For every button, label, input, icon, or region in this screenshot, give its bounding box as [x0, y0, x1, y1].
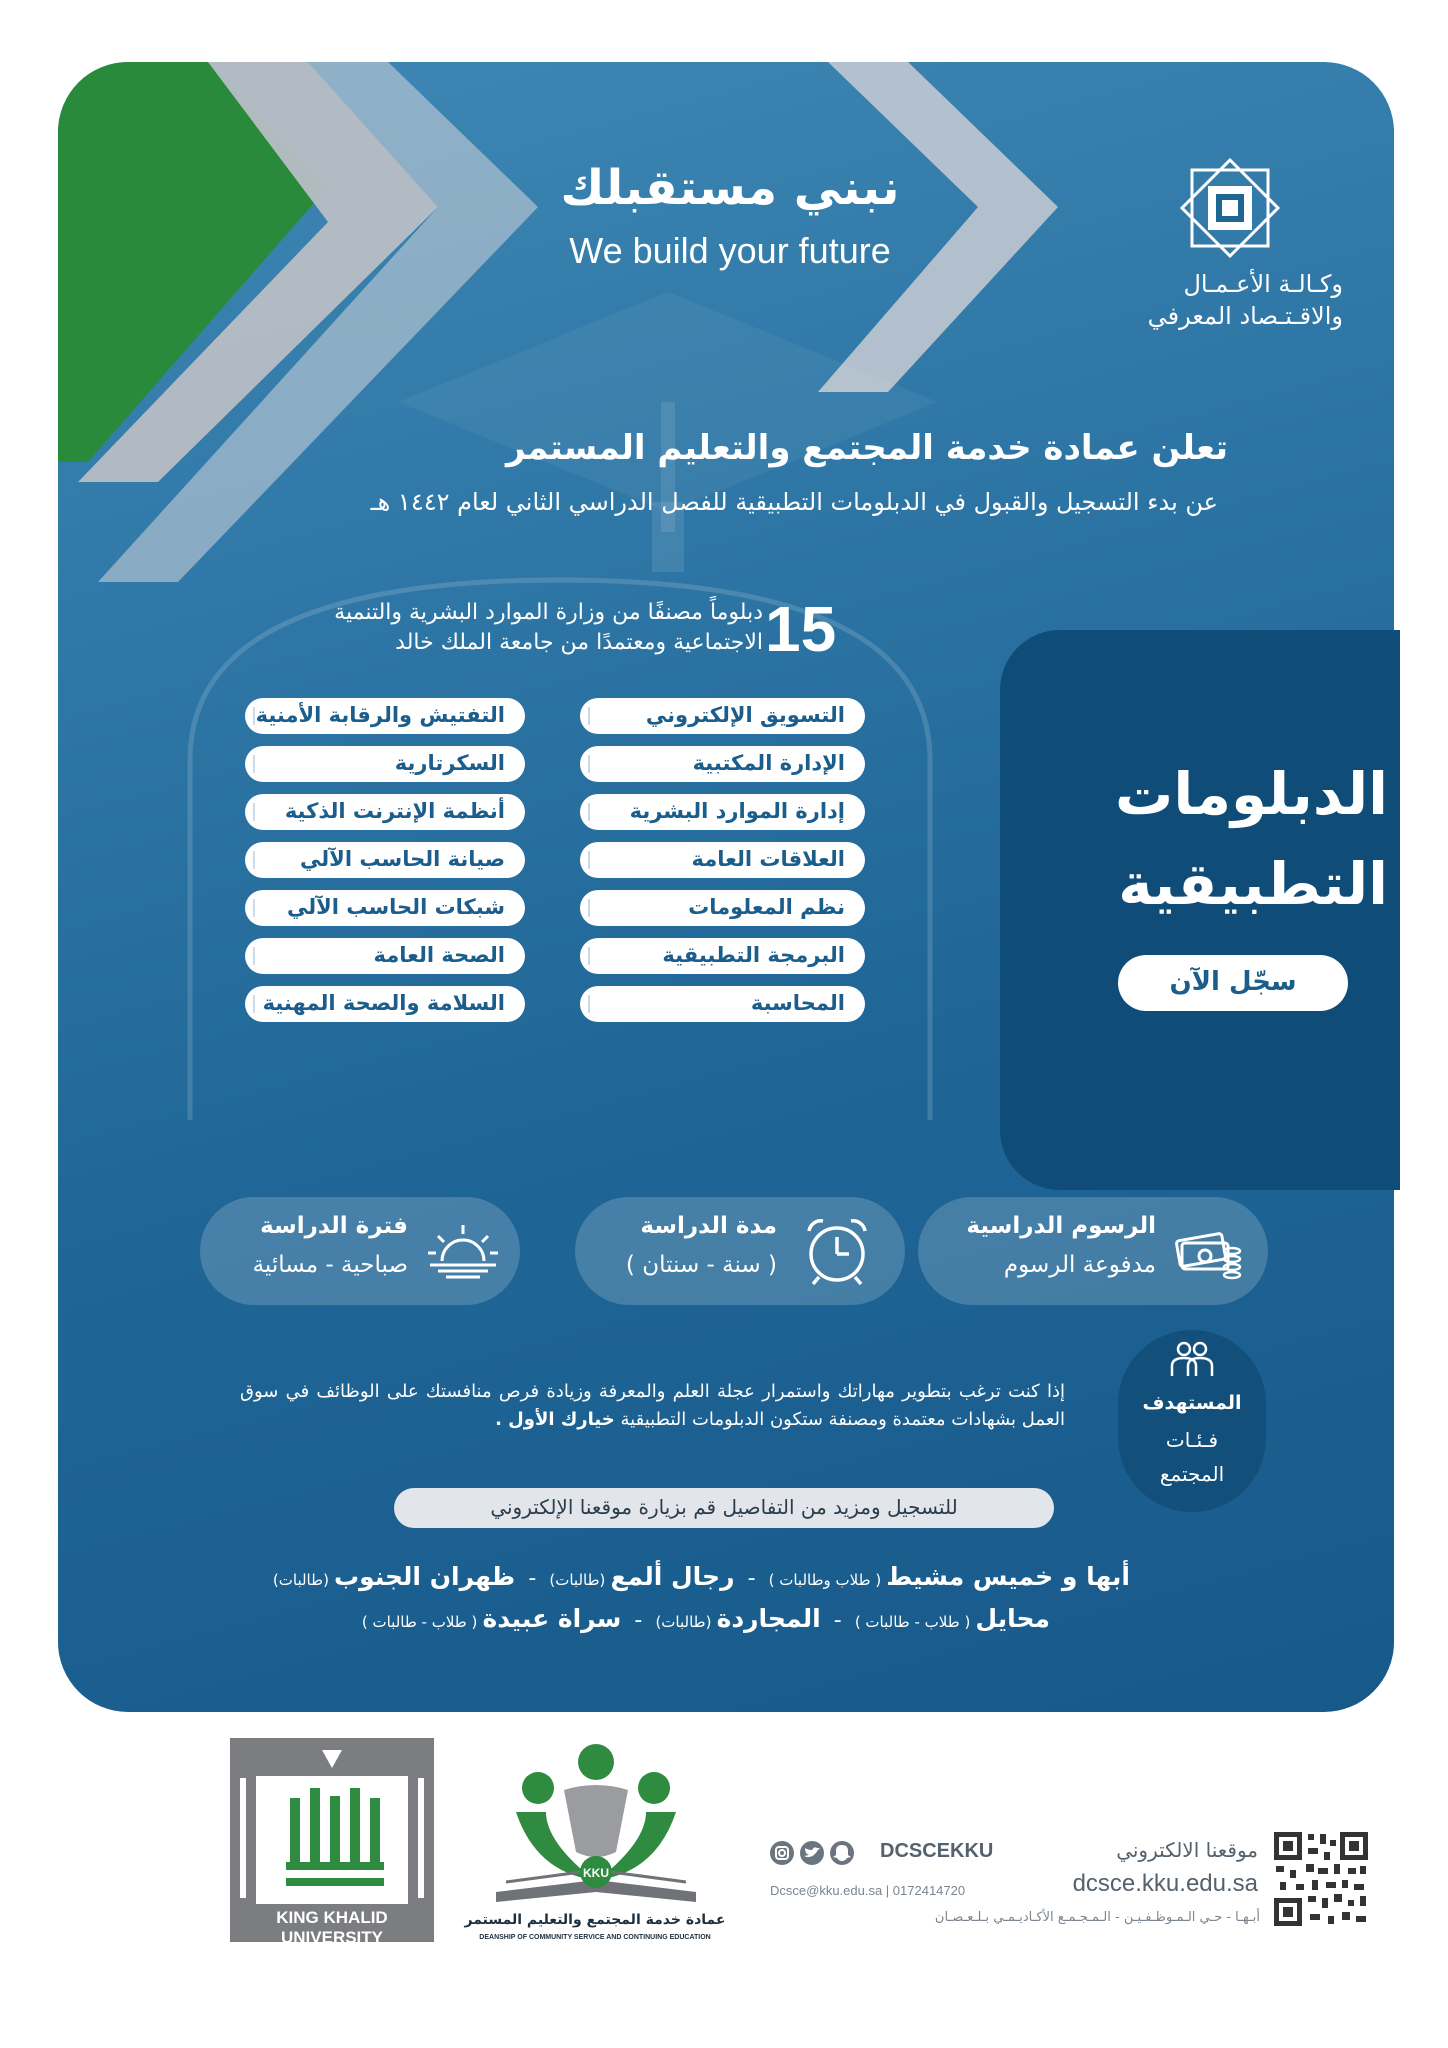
duration-info	[575, 1197, 905, 1305]
location-note: ( طلاب وطالبات )	[768, 1571, 882, 1589]
target-line1: فـئـات	[1165, 1428, 1219, 1452]
visit-website-banner[interactable]: للتسجيل ومزيد من التفاصيل قم بزيارة موقعنا الإلكتروني	[394, 1488, 1054, 1528]
diploma-item: الصحة العامة	[245, 938, 525, 974]
diploma-item: التفتيش والرقابة الأمنية	[245, 698, 525, 734]
kku-caption: KING KHALID UNIVERSITY	[276, 1908, 388, 1947]
website-label: موقعنا الالكتروني	[1116, 1838, 1258, 1862]
snapchat-icon	[830, 1841, 854, 1865]
graduation-cap-icon	[388, 232, 948, 572]
fees-info	[918, 1197, 1268, 1305]
location-name: أبها و خميس مشيط	[886, 1562, 1130, 1591]
description-text: إذا كنت ترغب بتطوير مهاراتك واستمرار عجلة العلم والمعرفة وزيادة فرص منافستك على الوظائف في سوق العمل بشهادات معتمدة ومصنفة ستكون الدبلومات التطبيقية	[240, 1381, 1065, 1430]
target-line2: المجتمع	[1159, 1462, 1225, 1486]
dcsce-name-english: DEANSHIP OF COMMUNITY SERVICE AND CONTINUING EDUCATION	[479, 1934, 711, 1941]
agency-name-line1: وكـالـة الأعـمـال	[1183, 270, 1343, 298]
instagram-icon	[770, 1841, 794, 1865]
diplomas-count-line1: دبلوماً مصنفًا من وزارة الموارد البشرية والتنمية	[334, 600, 763, 625]
money-icon	[1174, 1221, 1244, 1281]
location-separator: -	[747, 1566, 756, 1591]
diploma-item: العلاقات العامة	[580, 842, 865, 878]
location-note: (طالبات)	[655, 1613, 712, 1631]
locations-row-1	[273, 1562, 1130, 1591]
diploma-item: إدارة الموارد البشرية	[580, 794, 865, 830]
location-note: (طالبات)	[549, 1571, 606, 1589]
tab-title-line2: التطبيقية	[1118, 850, 1388, 918]
diploma-item: السلامة والصحة المهنية	[245, 986, 525, 1022]
target-title: المستهدف	[1142, 1392, 1242, 1414]
diploma-item: أنظمة الإنترنت الذكية	[245, 794, 525, 830]
location-note: ( طلاب - طالبات )	[854, 1613, 971, 1631]
diploma-item: صيانة الحاسب الآلي	[245, 842, 525, 878]
twitter-icon	[800, 1841, 824, 1865]
diploma-item: الإدارة المكتبية	[580, 746, 865, 782]
description	[240, 1378, 1065, 1434]
dcsce-name-arabic: عمادة خدمة المجتمع والتعليم المستمر	[464, 1912, 726, 1928]
diploma-item: البرمجة التطبيقية	[580, 938, 865, 974]
diplomas-count: 15	[765, 593, 837, 665]
diploma-item: شبكات الحاسب الآلي	[245, 890, 525, 926]
people-icon	[1170, 1340, 1214, 1378]
register-now-button[interactable]: سجّل الآن	[1118, 955, 1348, 1011]
diplomas-count-line2: الاجتماعية ومعتمدًا من جامعة الملك خالد	[395, 630, 763, 655]
description-emphasis: خيارك الأول .	[495, 1409, 615, 1430]
website-url[interactable]: dcsce.kku.edu.sa	[1072, 1870, 1258, 1897]
qr-code-icon[interactable]	[1272, 1830, 1370, 1928]
period-title: فترة الدراسة	[260, 1213, 408, 1239]
period-value: صباحية - مسائية	[252, 1252, 408, 1278]
location-separator: -	[528, 1566, 537, 1591]
location-separator: -	[634, 1608, 643, 1633]
period-info	[200, 1197, 520, 1305]
announcement-subtitle: عن بدء التسجيل والقبول في الدبلومات التطبيقية للفصل الدراسي الثاني لعام ١٤٤٢ هـ	[370, 488, 1218, 516]
diploma-item: نظم المعلومات	[580, 890, 865, 926]
tab-title-line1: الدبلومات	[1115, 760, 1388, 828]
slogan-arabic: نبني مستقبلك	[560, 160, 900, 216]
sunrise-icon	[426, 1223, 500, 1279]
alarm-clock-icon	[801, 1215, 873, 1287]
diploma-item: التسويق الإلكتروني	[580, 698, 865, 734]
contact-info: Dcsce@kku.edu.sa | 0172414720	[770, 1883, 966, 1898]
address: أبـهـا - حـي الـمـوظـفـيـن - الـمـجـمـع الأكـاديـمـي بـلـعـصـان	[934, 1910, 1260, 1925]
agency-logo-icon	[1180, 158, 1280, 258]
location-name: محايل	[975, 1604, 1050, 1633]
duration-title: مدة الدراسة	[640, 1213, 777, 1239]
locations-row-2	[362, 1604, 1050, 1633]
location-name: رجال ألمع	[610, 1562, 735, 1591]
dcsce-logo	[476, 1742, 716, 1912]
social-icons	[768, 1838, 868, 1868]
location-note: (طالبات)	[272, 1571, 329, 1589]
location-name: ظهران الجنوب	[334, 1562, 516, 1591]
location-separator: -	[833, 1608, 842, 1633]
fees-value: مدفوعة الرسوم	[1003, 1252, 1156, 1278]
agency-name-line2: والاقـتـصاد المعرفي	[1147, 302, 1343, 330]
fees-title: الرسوم الدراسية	[966, 1213, 1156, 1239]
duration-value: ( سنة - سنتان )	[625, 1252, 777, 1278]
social-handle[interactable]: DCSCEKKU	[880, 1840, 994, 1862]
diploma-item: المحاسبة	[580, 986, 865, 1022]
announcement-title: تعلن عمادة خدمة المجتمع والتعليم المستمر	[505, 428, 1228, 468]
diploma-item: السكرتارية	[245, 746, 525, 782]
location-note: ( طلاب - طالبات )	[361, 1613, 478, 1631]
dcsce-badge-text: KKU	[583, 1866, 609, 1880]
location-name: المجاردة	[716, 1604, 821, 1633]
slogan-english: We build your future	[569, 230, 891, 271]
location-name: سراة عبيدة	[482, 1604, 622, 1633]
